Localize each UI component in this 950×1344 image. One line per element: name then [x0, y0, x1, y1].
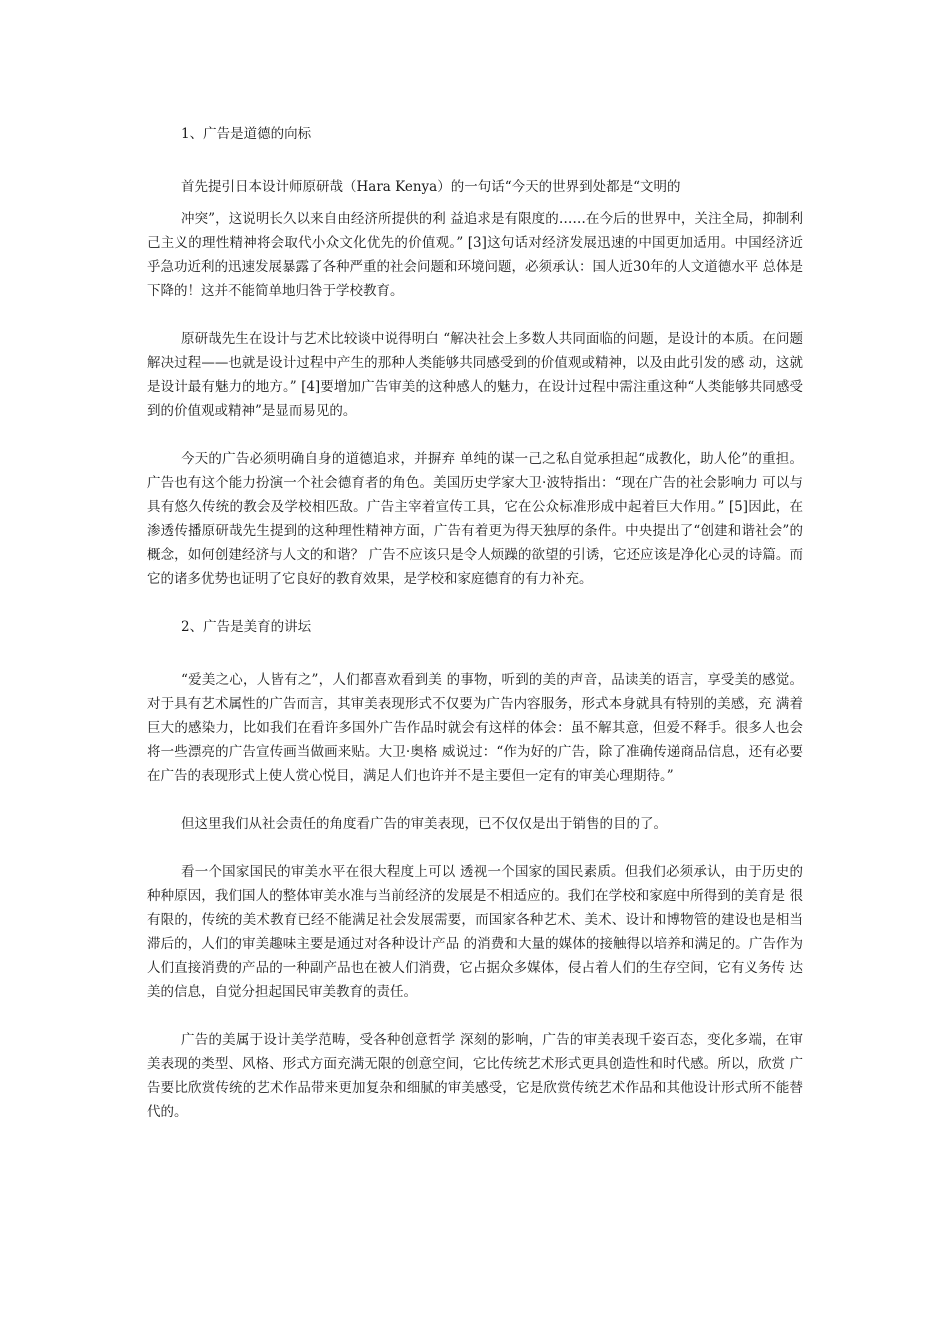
paragraph-2: 冲突”，这说明长久以来自由经济所提供的利 益追求是有限度的……在今后的世界中，关注全局，抑制利己主义的理性精神将会取代小众文化优先的价值观。” [3]这句话对经济发展迅速的中国更加适用。中国经济近乎急功近利的迅速发展暴露了各种严重的社会问题和环境问题，必须承认：国人近30年的人文道德水平 总体是下降的！这并不能简单地归咎于学校教育。: [147, 211, 803, 299]
paragraph-1: 首先提引日本设计师原研哉（Hara Kenya）的一句话“今天的世界到处都是“文明的: [181, 179, 681, 195]
section-heading-1: 1、广告是道德的向标: [181, 126, 312, 142]
paragraph-4: 今天的广告必须明确自身的道德追求，并摒弃 单纯的谋一己之私自觉承担起“成教化，助人伦”的重担。广告也有这个能力扮演一个社会德育者的角色。美国历史学家大卫·波特指出：“现在广告的社会影响力 可以与具有悠久传统的教会及学校相匹敌。广告主宰着宣传工具，它在公众标准形成中起着巨大作用。” [5]因此，在渗透传播原研哉先生提到的这种理性精神方面，广告有着更为得天独厚的条件。中央提出了“创建和谐社会”的概念，如何创建经济与人文的和谐？ 广告不应该只是令人烦躁的欲望的引诱，它还应该是净化心灵的诗篇。而它的诸多优势也证明了它良好的教育效果，是学校和家庭德育的有力补充。: [147, 451, 803, 587]
paragraph-6: 但这里我们从社会责任的角度看广告的审美表现，已不仅仅是出于销售的目的了。: [181, 816, 667, 832]
section-heading-2: 2、广告是美育的讲坛: [181, 619, 312, 635]
paragraph-3: 原研哉先生在设计与艺术比较谈中说得明白 “解决社会上多数人共同面临的问题，是设计的本质。在问题解决过程——也就是设计过程中产生的那种人类能够共同感受到的价值观或精神，以及由此引发的感 动，这就是设计最有魅力的地方。” [4]要增加广告审美的这种感人的魅力，在设计过程中需注重这种“人类能够共同感受到的价值观或精神”是显而易见的。: [147, 331, 803, 419]
document-page: [147, 122, 803, 1148]
paragraph-7: 看一个国家国民的审美水平在很大程度上可以 透视一个国家的国民素质。但我们必须承认，由于历史的种种原因，我们国人的整体审美水准与当前经济的发展是不相适应的。我们在学校和家庭中所得到的美育是 很有限的，传统的美术教育已经不能满足社会发展需要，而国家各种艺术、美术、设计和博物管的建设也是相当滞后的，人们的审美趣味主要是通过对各种设计产品 的消费和大量的媒体的接触得以培养和满足的。广告作为人们直接消费的产品的一种副产品也在被人们消费，它占据众多媒体，侵占着人们的生存空间，它有义务传 达美的信息，自觉分担起国民审美教育的责任。: [147, 864, 803, 1000]
paragraph-5: “爱美之心，人皆有之”，人们都喜欢看到美 的事物，听到的美的声音，品读美的语言，享受美的感觉。对于具有艺术属性的广告而言，其审美表现形式不仅要为广告内容服务，形式本身就具有特别的美感，充 满着巨大的感染力，比如我们在看许多国外广告作品时就会有这样的体会：虽不解其意，但爱不释手。很多人也会将一些漂亮的广告宣传画当做画来贴。大卫·奥格 威说过：“作为好的广告，除了准确传递商品信息，还有必要在广告的表现形式上使人赏心悦目，满足人们也许并不是主要但一定有的审美心理期待。”: [147, 672, 803, 784]
paragraph-8: 广告的美属于设计美学范畴，受各种创意哲学 深刻的影响，广告的审美表现千姿百态，变化多端，在审美表现的类型、风格、形式方面充满无限的创意空间，它比传统艺术形式更具创造性和时代感。所以，欣赏 广告要比欣赏传统的艺术作品带来更加复杂和细腻的审美感受，它是欣赏传统艺术作品和其他设计形式所不能替代的。: [147, 1032, 803, 1120]
